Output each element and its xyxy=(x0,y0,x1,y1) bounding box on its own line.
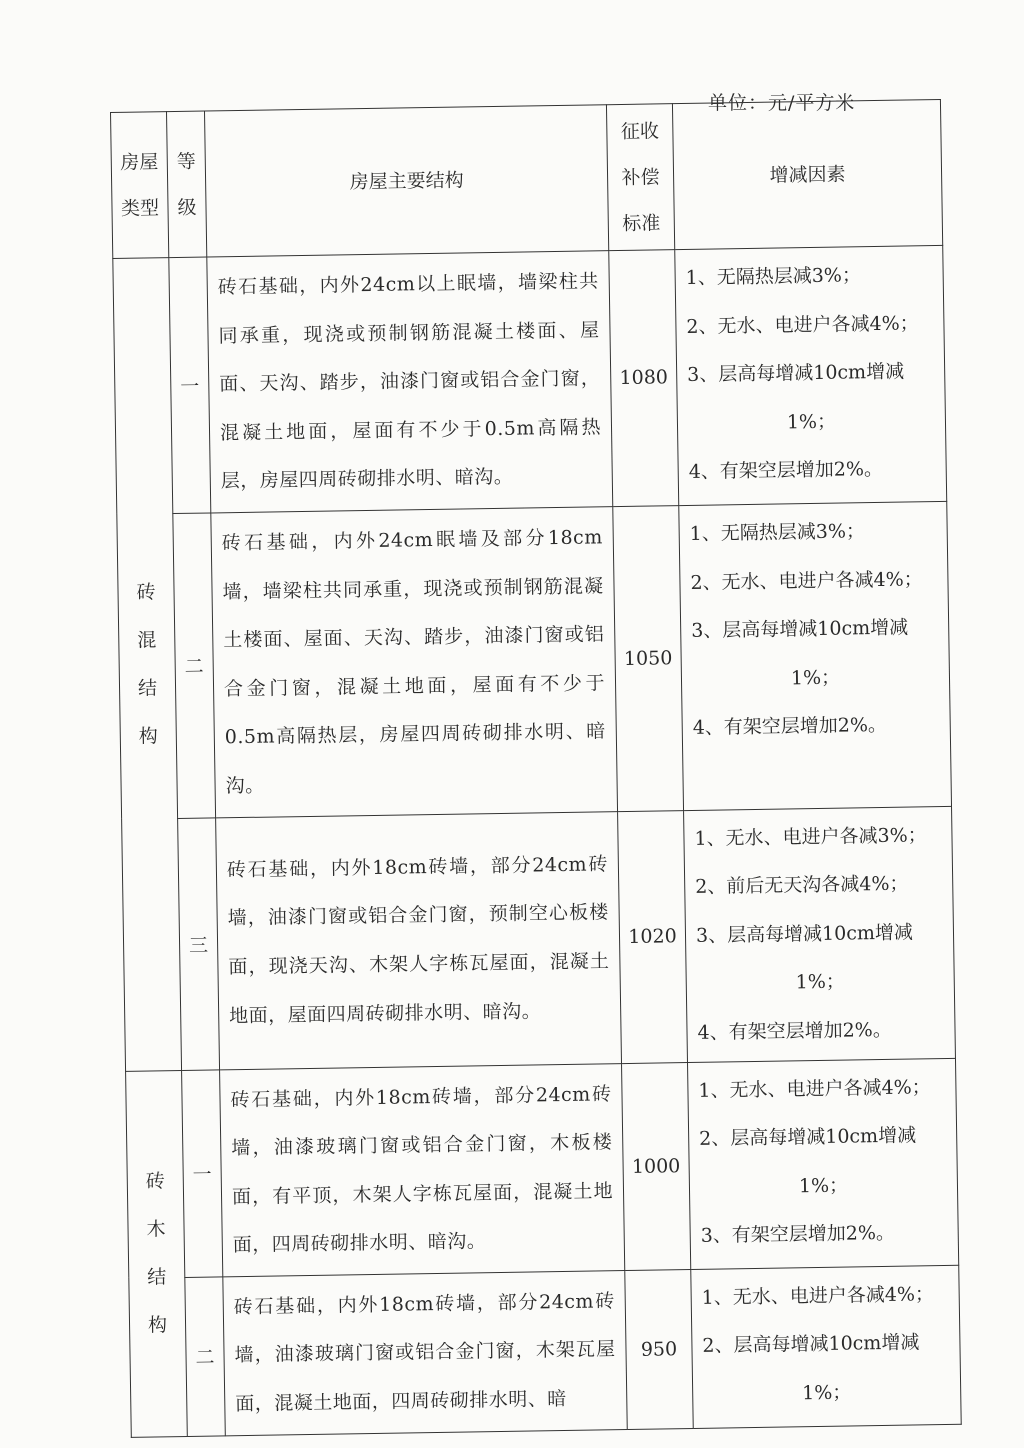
house-type-brick-wood: 砖 木 结 构 xyxy=(126,1070,188,1437)
structure-cell: 砖石基础，内外24cm以上眠墙，墙梁柱共同承重，现浇或预制钢筋混凝土楼面、屋面、天沟、踏步，油漆门窗或铝合金门窗，混凝土地面，屋面有不少于0.5m高隔热层，房屋四周砖砌排水明、暗沟。 xyxy=(207,251,613,513)
compensation-table xyxy=(110,99,962,1438)
standard-cell: 1000 xyxy=(622,1062,691,1270)
table-row xyxy=(126,1058,959,1278)
standard-cell: 1050 xyxy=(613,506,684,812)
grade-cell: 三 xyxy=(178,817,220,1070)
header-factors: 增减因素 xyxy=(672,99,942,249)
table-row xyxy=(117,501,952,819)
factors-cell: 1、无水、电进户各减4%； 2、层高每增减10cm增减 1%； 3、有架空层增加2%。 xyxy=(687,1058,958,1270)
table-row xyxy=(122,806,956,1071)
header-structure: 房屋主要结构 xyxy=(204,105,608,257)
standard-cell: 1020 xyxy=(618,810,688,1063)
standard-cell: 950 xyxy=(625,1269,693,1429)
grade-cell: 一 xyxy=(169,257,211,514)
standard-cell: 1080 xyxy=(609,250,679,507)
grade-cell: 二 xyxy=(173,513,216,818)
header-type: 房屋类型 xyxy=(111,112,169,259)
structure-cell: 砖石基础，内外18cm砖墙，部分24cm砖墙，油漆玻璃门窗或铝合金门窗，木架瓦屋面，混凝土地面，四周砖砌排水明、暗 xyxy=(223,1270,627,1435)
grade-cell: 一 xyxy=(182,1069,223,1277)
grade-cell: 二 xyxy=(185,1277,225,1436)
header-standard: 征收补偿标准 xyxy=(606,104,674,251)
factors-cell: 1、无水、电进户各减3%； 2、前后无天沟各减4%； 3、层高每增减10cm增减 1%； 4、有架空层增加2%。 xyxy=(684,806,956,1062)
header-row xyxy=(111,99,943,258)
header-grade: 等级 xyxy=(167,111,207,258)
structure-cell: 砖石基础，内外18cm砖墙，部分24cm砖墙，油漆门窗或铝合金门窗，预制空心板楼面，现浇天沟、木架人字栋瓦屋面，混凝土地面，屋面四周砖砌排水明、暗沟。 xyxy=(216,811,622,1069)
house-type-brick-concrete: 砖 混 结 构 xyxy=(113,258,182,1071)
factors-cell: 1、无水、电进户各减4%； 2、层高每增减10cm增减 1%； xyxy=(691,1265,961,1428)
factors-cell: 1、无隔热层减3%； 2、无水、电进户各减4%； 3、层高每增减10cm增减 1%； 4、有架空层增加2%。 xyxy=(679,501,952,810)
factors-cell: 1、无隔热层减3%； 2、无水、电进户各减4%； 3、层高每增减10cm增减 1%； 4、有架空层增加2%。 xyxy=(675,245,947,505)
table-row xyxy=(113,245,947,514)
table-row xyxy=(129,1265,961,1437)
unit-label: 单位：元/平方米 xyxy=(708,92,856,114)
structure-cell: 砖石基础，内外24cm眠墙及部分18cm墙，墙梁柱共同承重，现浇或预制钢筋混凝土楼面、屋面、天沟、踏步，油漆门窗或铝合金门窗，混凝土地面，屋面有不少于0.5m高隔热层，房屋四周砖砌排水明、暗沟。 xyxy=(211,507,618,818)
structure-cell: 砖石基础，内外18cm砖墙，部分24cm砖墙，油漆玻璃门窗或铝合金门窗，木板楼面，有平顶，木架人字栋瓦屋面，混凝土地面，四周砖砌排水明、暗沟。 xyxy=(220,1063,625,1277)
